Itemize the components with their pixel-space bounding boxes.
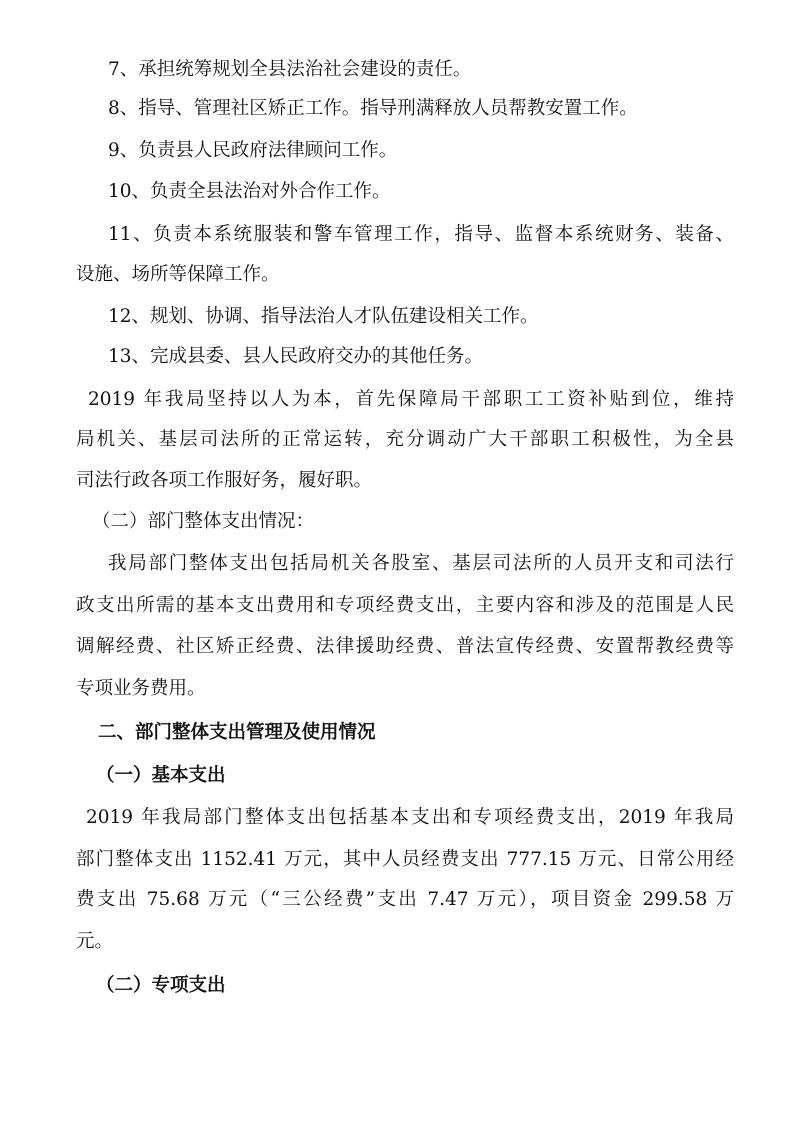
paragraph-item-9: 9、负责县人民政府法律顾问工作。 (108, 140, 398, 161)
paragraph-item-11-line-2: 设施、场所等保障工作。 (76, 264, 280, 285)
paragraph-2019-line-2: 局机关、基层司法所的正常运转，充分调动广大干部职工积极性，为全县 (76, 429, 734, 450)
paragraph-basic-line-3: 费支出 75.68 万元（“三公经费”支出 7.47 万元），项目资金 299.58 万 (76, 889, 734, 910)
subheading-overall-expenditure: （二）部门整体支出情况： (92, 511, 315, 532)
paragraph-item-11-line-1: 11、负责本系统服装和警车管理工作，指导、监督本系统财务、装备、 (108, 224, 734, 245)
section-heading-basic-expenditure: （一）基本支出 (96, 765, 226, 786)
paragraph-item-12: 12、规划、协调、指导法治人才队伍建设相关工作。 (108, 306, 539, 327)
paragraph-item-7: 7、承担统筹规划全县法治社会建设的责任。 (108, 59, 472, 80)
section-heading-special-expenditure: （二）专项支出 (96, 975, 226, 996)
paragraph-item-8: 8、指导、管理社区矫正工作。指导刑满释放人员帮教安置工作。 (108, 98, 638, 119)
paragraph-2019-line-1: 2019 年我局坚持以人为本，首先保障局干部职工工资补贴到位，维持 (88, 389, 734, 410)
paragraph-2019-line-3: 司法行政各项工作服好务，履好职。 (76, 470, 373, 491)
section-heading-management: 二、部门整体支出管理及使用情况 (98, 722, 376, 743)
paragraph-item-10: 10、负责全县法治对外合作工作。 (108, 181, 391, 202)
paragraph-expenditure-line-1: 我局部门整体支出包括局机关各股室、基层司法所的人员开支和司法行 (108, 553, 734, 574)
paragraph-basic-line-2: 部门整体支出 1152.41 万元，其中人员经费支出 777.15 万元、日常公用经 (76, 849, 734, 870)
paragraph-expenditure-line-2: 政支出所需的基本支出费用和专项经费支出，主要内容和涉及的范围是人民 (76, 595, 734, 616)
paragraph-basic-line-4: 元。 (76, 931, 114, 952)
paragraph-expenditure-line-4: 专项业务费用。 (76, 678, 206, 699)
paragraph-item-13: 13、完成县委、县人民政府交办的其他任务。 (108, 346, 484, 367)
paragraph-basic-line-1: 2019 年我局部门整体支出包括基本支出和专项经费支出，2019 年我局 (86, 807, 734, 828)
paragraph-expenditure-line-3: 调解经费、社区矫正经费、法律援助经费、普法宣传经费、安置帮教经费等 (76, 636, 734, 657)
